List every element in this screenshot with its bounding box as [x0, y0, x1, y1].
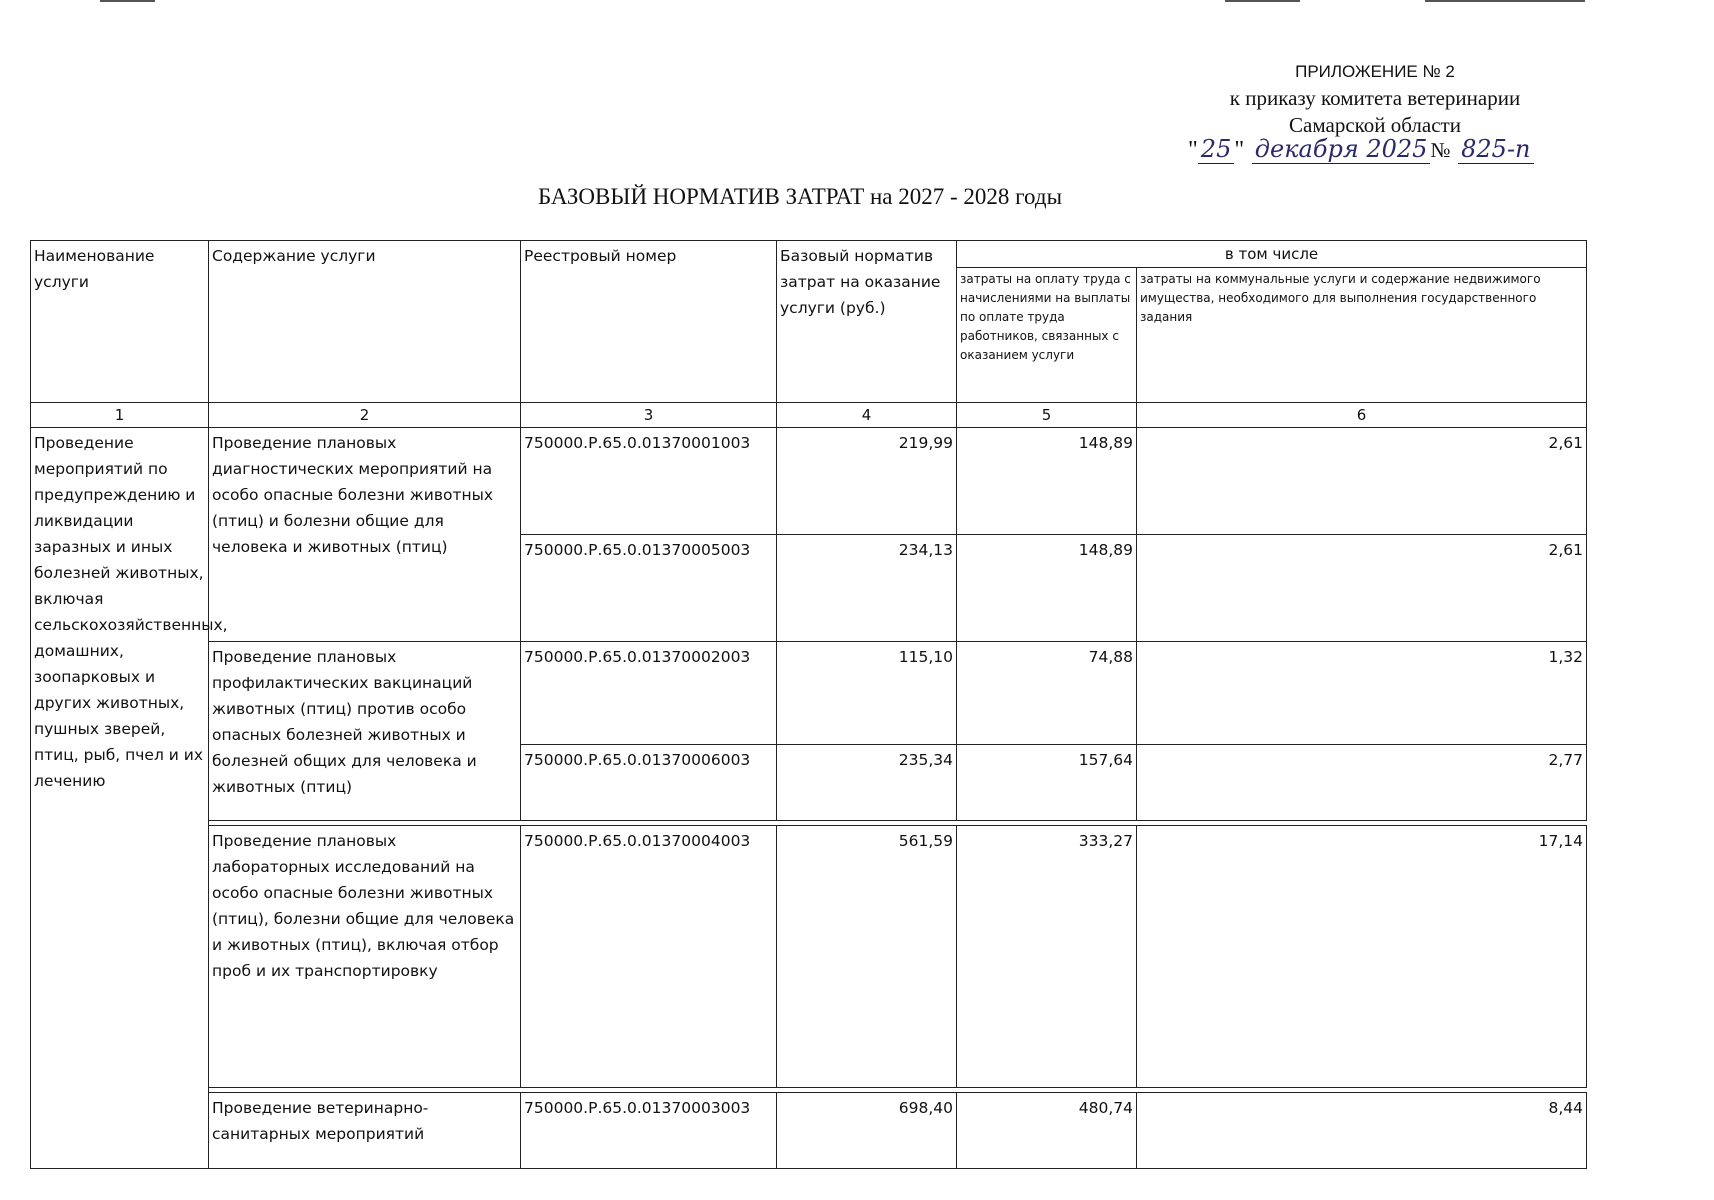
base-norm-cell: 234,13 — [777, 535, 957, 642]
base-norm-cell: 115,10 — [777, 642, 957, 745]
base-norm-cell: 235,34 — [777, 745, 957, 821]
registry-number-cell: 750000.Р.65.0.01370005003 — [521, 535, 777, 642]
service-name-cell: Проведение мероприятий по предупреждению и ликвидации заразных и иных болезней животных, включая сельскохозяйственных, домашних, зоопарковых и других животных, пушных зверей, птиц, рыб, пчел и их лечению — [31, 428, 209, 1169]
header-labor-costs: затраты на оплату труда с начислениями на выплаты по оплате труда работников, связанных с оказанием услуги — [957, 268, 1137, 403]
column-number: 1 — [31, 403, 209, 428]
service-content-cell: Проведение плановых профилактических вакцинаций животных (птиц) против особо опасных болезней животных и болезней общих для человека и животных (птиц) — [209, 642, 521, 821]
base-norm-cell: 219,99 — [777, 428, 957, 535]
scan-edge-line — [1225, 0, 1300, 2]
scan-edge-line — [1425, 0, 1585, 2]
header-base-norm: Базовый норматив затрат на оказание услуги (руб.) — [777, 241, 957, 403]
utility-cost-cell: 2,77 — [1137, 745, 1587, 821]
appendix-line: Самарской области — [1289, 113, 1461, 137]
labor-cost-cell: 74,88 — [957, 642, 1137, 745]
base-norm-cell: 561,59 — [777, 826, 957, 1088]
service-content-cell: Проведение ветеринарно-санитарных мероприятий — [209, 1093, 521, 1169]
column-number: 5 — [957, 403, 1137, 428]
column-number: 3 — [521, 403, 777, 428]
appendix-label: ПРИЛОЖЕНИЕ № 2 — [1295, 62, 1455, 81]
header-utility-costs: затраты на коммунальные услуги и содержание недвижимого имущества, необходимого для выполнения государственного задания — [1137, 268, 1587, 403]
service-content-cell: Проведение плановых лабораторных исследований на особо опасные болезни животных (птиц), болезни общие для человека и животных (птиц), включая отбор проб и их транспортировку — [209, 826, 521, 1088]
appendix-block — [1180, 58, 1570, 139]
registry-number-cell: 750000.Р.65.0.01370002003 — [521, 642, 777, 745]
scan-edge-line — [100, 0, 155, 2]
labor-cost-cell: 148,89 — [957, 535, 1137, 642]
registry-number-cell: 750000.Р.65.0.01370004003 — [521, 826, 777, 1088]
service-content-cell: Проведение плановых диагностических мероприятий на особо опасные болезни животных (птиц) и болезни общие для человека и животных (птиц) — [209, 428, 521, 642]
cost-norm-table — [30, 240, 1587, 1169]
utility-cost-cell: 2,61 — [1137, 428, 1587, 535]
order-date-number: " 25 " декабря 2025 № 825-п — [1188, 135, 1568, 175]
header-registry-number: Реестровый номер — [521, 241, 777, 403]
utility-cost-cell: 1,32 — [1137, 642, 1587, 745]
utility-cost-cell: 17,14 — [1137, 826, 1587, 1088]
utility-cost-cell: 8,44 — [1137, 1093, 1587, 1169]
order-number: 825-п — [1458, 135, 1533, 164]
labor-cost-cell: 333,27 — [957, 826, 1137, 1088]
order-day: 25 — [1198, 135, 1235, 164]
column-number: 6 — [1137, 403, 1587, 428]
utility-cost-cell: 2,61 — [1137, 535, 1587, 642]
registry-number-cell: 750000.Р.65.0.01370006003 — [521, 745, 777, 821]
registry-number-cell: 750000.Р.65.0.01370003003 — [521, 1093, 777, 1169]
base-norm-cell: 698,40 — [777, 1093, 957, 1169]
header-including: в том числе — [957, 241, 1587, 268]
table-row — [31, 642, 1587, 745]
table-row — [31, 428, 1587, 535]
registry-number-cell: 750000.Р.65.0.01370001003 — [521, 428, 777, 535]
column-number: 2 — [209, 403, 521, 428]
document-title: БАЗОВЫЙ НОРМАТИВ ЗАТРАТ на 2027 - 2028 годы — [537, 184, 1063, 209]
header-service-content: Содержание услуги — [209, 241, 521, 403]
labor-cost-cell: 480,74 — [957, 1093, 1137, 1169]
header-service-name: Наименование услуги — [31, 241, 209, 403]
appendix-line: к приказу комитета ветеринарии — [1229, 86, 1521, 110]
table-row — [31, 1093, 1587, 1169]
labor-cost-cell: 157,64 — [957, 745, 1137, 821]
column-number: 4 — [777, 403, 957, 428]
table-row — [31, 826, 1587, 1088]
labor-cost-cell: 148,89 — [957, 428, 1137, 535]
order-month-year: декабря 2025 — [1252, 135, 1431, 164]
